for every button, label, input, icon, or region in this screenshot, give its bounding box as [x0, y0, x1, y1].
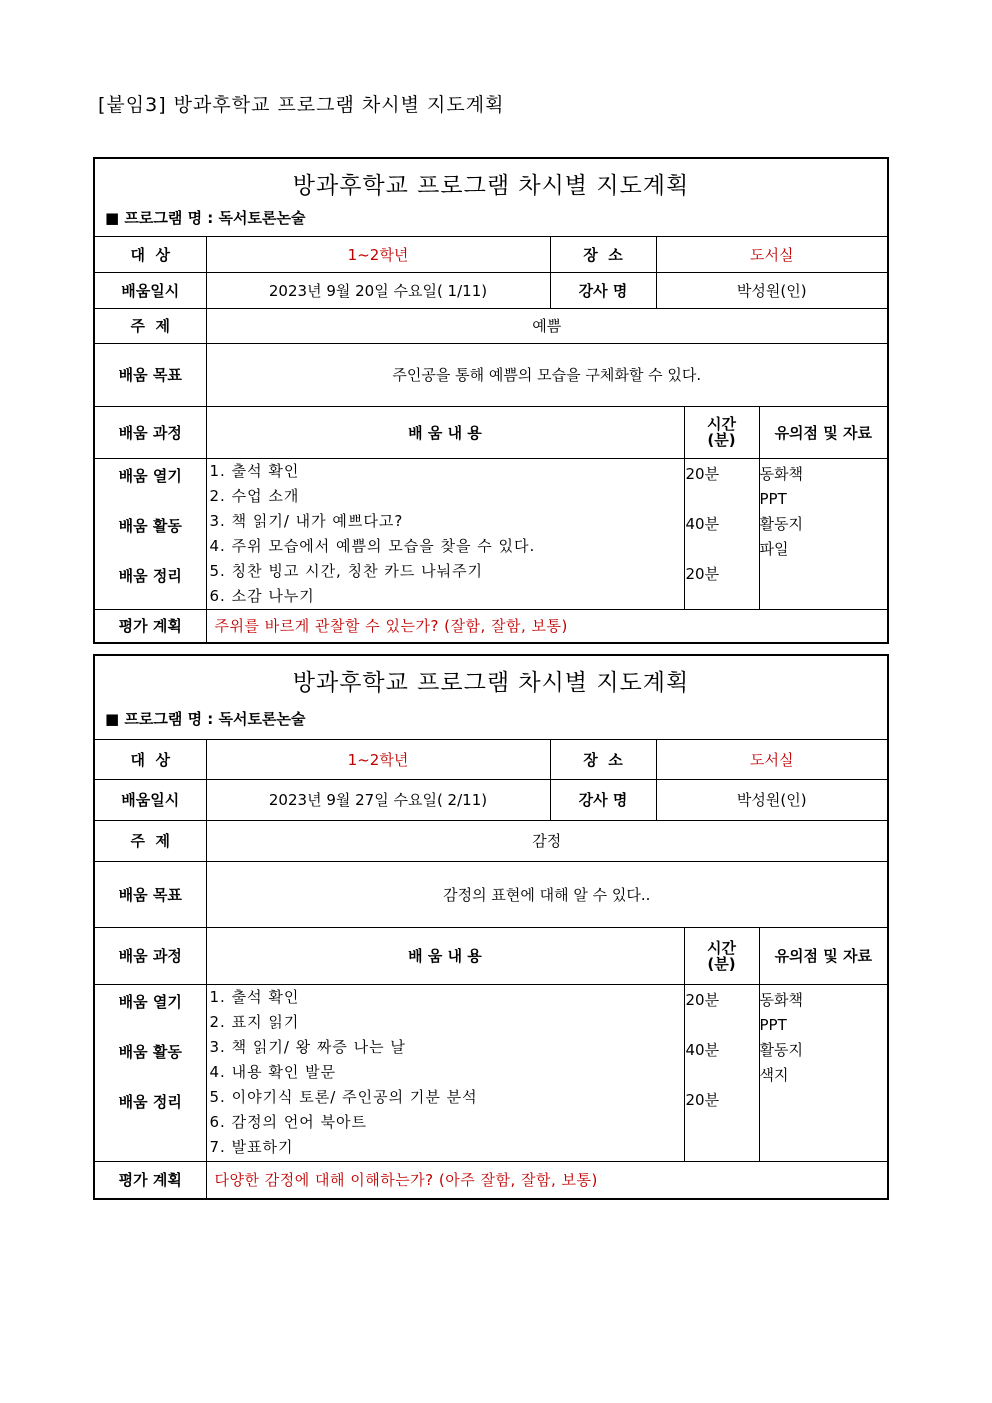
time-header-line1: 시간 [707, 415, 736, 433]
content-list [206, 984, 684, 1161]
lesson-plan-1 [93, 157, 889, 644]
content-line: 4. 내용 확인 발문 [209, 1062, 337, 1081]
content-line: 7. 발표하기 [209, 1137, 294, 1156]
time-header-line2: (분) [707, 954, 736, 973]
plan-title: 방과후학교 프로그램 차시별 지도계획 [292, 670, 690, 696]
content-line: 1. 출석 확인 [209, 987, 300, 1006]
place-label: 장 소 [550, 740, 656, 779]
goal-value: 감정의 표현에 대해 알 수 있다.. [206, 861, 887, 927]
place-value: 도서실 [656, 740, 887, 779]
materials-header: 유의점 및 자료 [759, 406, 887, 458]
teacher-value: 박성원(인) [656, 779, 887, 820]
stage-item: 배움 활동 [118, 1042, 182, 1061]
content-line: 6. 감정의 언어 북아트 [209, 1112, 368, 1131]
date-value: 2023년 9월 20일 수요일( 1/11) [206, 272, 550, 308]
date-label: 배움일시 [95, 272, 206, 308]
stage-item: 배움 활동 [118, 516, 182, 535]
time-item: 20분 [685, 464, 720, 483]
program-name: ■ 프로그램 명 : 독서토론논술 [105, 710, 306, 728]
time-header-line1: 시간 [707, 938, 736, 957]
content-line: 2. 수업 소개 [209, 486, 300, 505]
target-label: 대 상 [95, 237, 206, 272]
time-item: 20분 [685, 564, 720, 583]
content-line: 3. 책 읽기/ 왕 짜증 나는 날 [209, 1037, 406, 1056]
time-item: 20분 [685, 1090, 720, 1109]
topic-value: 예쁨 [206, 308, 887, 343]
stage-item: 배움 정리 [118, 566, 182, 585]
material-item: PPT [759, 1015, 787, 1034]
target-label: 대 상 [95, 740, 206, 779]
date-label: 배움일시 [95, 779, 206, 820]
plan-title-block [95, 159, 887, 237]
content-header: 배 움 내 용 [206, 406, 684, 458]
content-line: 6. 소감 나누기 [209, 586, 315, 605]
plan-title: 방과후학교 프로그램 차시별 지도계획 [292, 173, 690, 199]
stage-list [95, 984, 206, 1161]
content-line: 2. 표지 읽기 [209, 1012, 300, 1031]
content-header: 배 움 내 용 [206, 927, 684, 984]
time-header [684, 927, 759, 984]
material-item: 활동지 [759, 1040, 803, 1059]
material-item: PPT [759, 489, 787, 508]
content-line: 5. 이야기식 토론/ 주인공의 기분 분석 [209, 1087, 478, 1106]
eval-value: 주위를 바르게 관찰할 수 있는가? (잘함, 잘함, 보통) [206, 609, 887, 642]
stage-item: 배움 열기 [118, 466, 182, 485]
time-item: 20분 [685, 990, 720, 1009]
plan-title-block [95, 656, 887, 740]
target-value: 1~2학년 [206, 237, 550, 272]
content-line: 1. 출석 확인 [209, 461, 300, 480]
material-item: 동화책 [759, 990, 803, 1009]
teacher-label: 강사 명 [550, 779, 656, 820]
plan-table [95, 237, 887, 642]
content-line: 4. 주위 모습에서 예쁨의 모습을 찾을 수 있다. [209, 536, 536, 555]
materials-list [759, 458, 887, 609]
process-header: 배움 과정 [95, 406, 206, 458]
lesson-plan-2 [93, 654, 889, 1200]
goal-label: 배움 목표 [95, 343, 206, 406]
topic-label: 주 제 [95, 820, 206, 861]
eval-label: 평가 계획 [95, 1161, 206, 1198]
topic-label: 주 제 [95, 308, 206, 343]
time-header-line2: (분) [707, 431, 736, 449]
goal-label: 배움 목표 [95, 861, 206, 927]
time-header [684, 406, 759, 458]
goal-value: 주인공을 통해 예쁨의 모습을 구체화할 수 있다. [206, 343, 887, 406]
target-value: 1~2학년 [206, 740, 550, 779]
materials-header: 유의점 및 자료 [759, 927, 887, 984]
plan-table [95, 740, 887, 1198]
teacher-label: 강사 명 [550, 272, 656, 308]
material-item: 파일 [759, 539, 789, 558]
date-value: 2023년 9월 27일 수요일( 2/11) [206, 779, 550, 820]
material-item: 색지 [759, 1065, 789, 1084]
stage-list [95, 458, 206, 609]
process-header: 배움 과정 [95, 927, 206, 984]
topic-value: 감정 [206, 820, 887, 861]
document-heading: [붙임3] 방과후학교 프로그램 차시별 지도계획 [98, 94, 505, 116]
stage-item: 배움 정리 [118, 1092, 182, 1111]
eval-label: 평가 계획 [95, 609, 206, 642]
place-label: 장 소 [550, 237, 656, 272]
content-list [206, 458, 684, 609]
time-item: 40분 [685, 514, 720, 533]
time-list [684, 458, 759, 609]
program-name: ■ 프로그램 명 : 독서토론논술 [105, 209, 306, 227]
teacher-value: 박성원(인) [656, 272, 887, 308]
material-item: 활동지 [759, 514, 803, 533]
place-value: 도서실 [656, 237, 887, 272]
material-item: 동화책 [759, 464, 803, 483]
time-list [684, 984, 759, 1161]
materials-list [759, 984, 887, 1161]
eval-value: 다양한 감정에 대해 이해하는가? (아주 잘함, 잘함, 보통) [206, 1161, 887, 1198]
content-line: 5. 칭찬 빙고 시간, 칭찬 카드 나눠주기 [209, 561, 484, 580]
time-item: 40분 [685, 1040, 720, 1059]
content-line: 3. 책 읽기/ 내가 예쁘다고? [209, 511, 404, 530]
stage-item: 배움 열기 [118, 992, 182, 1011]
